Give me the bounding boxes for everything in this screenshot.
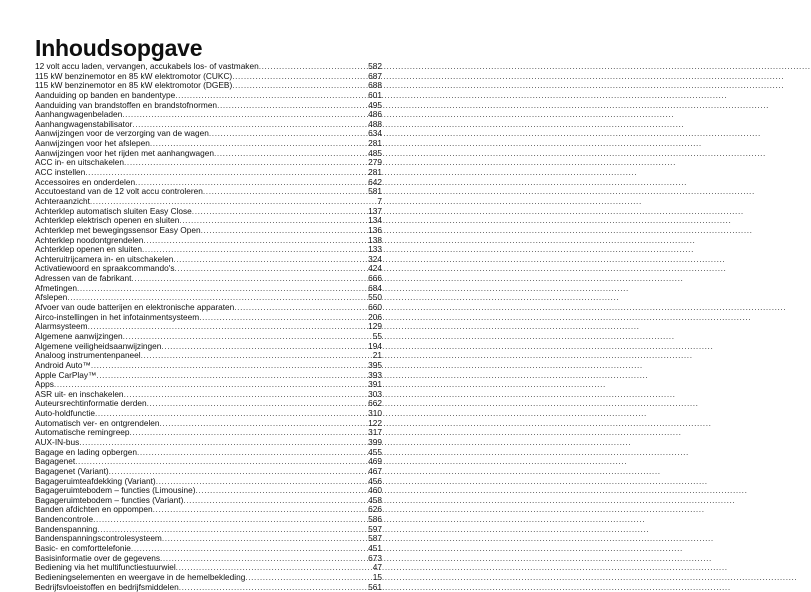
toc-page-number: 129 [368, 321, 382, 332]
toc-page-number: 21 [372, 350, 382, 361]
toc-page-number: 586 [368, 514, 382, 525]
toc-entry-title: Airco-instellingen in het infotainmentsysteem [35, 311, 200, 322]
toc-page-number: 206 [368, 311, 382, 322]
toc-entry-title: Aanwijzingen voor de verzorging van de wagen [35, 128, 209, 139]
toc-page-number: 485 [368, 147, 382, 158]
toc-entry-title: Auto-holdfunctie [35, 408, 95, 419]
toc-page-number: 281 [368, 167, 382, 178]
toc-entry-title: ASR uit- en inschakelen [35, 388, 124, 399]
toc-list [35, 62, 382, 592]
toc-page-number: 582 [368, 61, 382, 71]
toc-entry-title: Aanduiding van brandstoffen en brandstofnormen [35, 99, 218, 110]
toc-entry-title: Basic- en comforttelefonie [35, 543, 131, 554]
toc-entry-title: Alarmsysteem [35, 321, 88, 332]
toc-entry-title: Achterklep openen en sluiten [35, 244, 143, 255]
toc-page-number: 597 [368, 523, 382, 534]
toc-entry-title: Bandenspanningscontrolesysteem [35, 533, 162, 544]
toc-entry-title: Bagageruimtebodem – functies (Variant) [35, 494, 184, 505]
toc-page-number: 660 [368, 302, 382, 313]
toc-page-number: 458 [368, 494, 382, 505]
toc-page-number: 138 [368, 234, 382, 245]
toc-page-number: 488 [368, 118, 382, 129]
toc-entry-title: Aanhangwagenstabilisator [35, 118, 133, 129]
toc-entry-title: Adressen van de fabrikant [35, 273, 132, 284]
toc-page-number: 391 [368, 379, 382, 390]
toc-entry-title: Achterklep elektrisch openen en sluiten [35, 215, 180, 226]
toc-entry-title: Auteursrechtinformatie derden [35, 398, 147, 409]
toc-page-number: 281 [368, 138, 382, 149]
toc-entry-title: Android Auto™ [35, 359, 91, 370]
toc-page-number: 395 [368, 359, 382, 370]
toc-page-number: 662 [368, 398, 382, 409]
toc-page-number: 137 [368, 205, 382, 216]
toc-page-number: 194 [368, 340, 382, 351]
toc-entry-title: Afslepen [35, 292, 68, 303]
toc-entry-title: Afmetingen [35, 282, 77, 293]
dot-leader [179, 583, 367, 592]
toc-page-number: 47 [372, 562, 382, 573]
toc-entry-title: Automatisch ver- en ontgrendelen [35, 417, 160, 428]
toc-page-number: 303 [368, 388, 382, 399]
toc-entry-title: Accutoestand van de 12 volt accu controleren [35, 186, 203, 197]
toc-entry-title: Analoog instrumentenpaneel [35, 350, 141, 361]
toc-page-number: 279 [368, 157, 382, 168]
toc-page-number: 587 [368, 533, 382, 544]
toc-entry-title: ACC instellen [35, 167, 86, 178]
toc-entry-title: Achteruitrijcamera in- en uitschakelen [35, 253, 174, 264]
toc-entry-title: Algemene aanwijzingen [35, 330, 123, 341]
toc-entry-title: Banden afdichten en oppompen [35, 504, 153, 515]
toc-page-number: 133 [368, 244, 382, 255]
toc-entry-title: Afvoer van oude batterijen en elektronische apparaten [35, 302, 235, 313]
toc-page-number: 634 [368, 128, 382, 139]
toc-page-number: 486 [368, 109, 382, 120]
toc-page-number: 626 [368, 504, 382, 515]
toc-page-number: 495 [368, 99, 382, 110]
toc-page-number: 467 [368, 465, 382, 476]
toc-page-number: 456 [368, 475, 382, 486]
toc-entry-title: Aanduiding op banden en bandentype [35, 89, 176, 100]
toc-entry-title: Accessoires en onderdelen [35, 176, 136, 187]
toc-entry-title: Activatiewoord en spraakcommando's [35, 263, 175, 274]
toc-page-number: 550 [368, 292, 382, 303]
toc-entry-title: Automatische remingreep [35, 427, 130, 438]
toc-page-number: 317 [368, 427, 382, 438]
toc-entry-title: Aanhangwagenbeladen [35, 109, 123, 120]
toc-entry-title: 12 volt accu laden, vervangen, accukabels los- of vastmaken [35, 61, 259, 71]
toc-page-number: 460 [368, 485, 382, 496]
toc-page-number: 561 [368, 581, 382, 592]
toc-entry-title: Bagageruimteafdekking (Variant) [35, 475, 156, 486]
toc-entry-title: Apple CarPlay™ [35, 369, 97, 380]
toc-entry-title: Achteraanzicht [35, 195, 90, 206]
toc-page-number: 324 [368, 253, 382, 264]
toc-page-number: 684 [368, 282, 382, 293]
toc-entry-title: Basisinformatie over de gegevens [35, 552, 160, 563]
toc-entry-title: 115 kW benzinemotor en 85 kW elektromotor (CUKC) [35, 70, 233, 81]
toc-page-number: 688 [368, 80, 382, 91]
toc-page-number: 687 [368, 70, 382, 81]
toc-entry-title: Bagagenet (Variant) [35, 465, 109, 476]
toc-entry-title: Bedieningselementen en weergave in de hemelbekleding [35, 571, 246, 582]
toc-page-number: 581 [368, 186, 382, 197]
toc-entry-title: Achterklep automatisch sluiten Easy Close [35, 205, 192, 216]
toc-page-number: 601 [368, 89, 382, 100]
toc-entry-title: Bagage en lading opbergen [35, 446, 137, 457]
toc-page-number: 399 [368, 436, 382, 447]
toc-entry-title: Bandencontrole [35, 514, 94, 525]
toc-entry-title: Bagagenet [35, 456, 76, 467]
toc-page-number: 136 [368, 224, 382, 235]
toc-entry-title: Bandenspanning [35, 523, 98, 534]
toc-entry-title: Achterklep met bewegingssensor Easy Open [35, 224, 201, 235]
toc-entry[interactable] [35, 583, 382, 592]
toc-page-number: 455 [368, 446, 382, 457]
toc-page-number: 393 [368, 369, 382, 380]
toc-page-number: 642 [368, 176, 382, 187]
toc-page-number: 15 [372, 571, 382, 582]
toc-entry-title: Algemene veiligheidsaanwijzingen [35, 340, 162, 351]
toc-entry-title: Bediening via het multifunctiestuurwiel [35, 562, 176, 573]
toc-entry-title: 115 kW benzinemotor en 85 kW elektromotor (DGEB) [35, 80, 233, 91]
toc-page-number: 55 [372, 330, 382, 341]
toc-entry-title: AUX-IN-bus [35, 436, 80, 447]
toc-page-number: 310 [368, 408, 382, 419]
toc-page-number: 673 [368, 552, 382, 563]
toc-page-number: 7 [377, 195, 382, 206]
toc-page-number: 666 [368, 273, 382, 284]
toc-page-number: 122 [368, 417, 382, 428]
toc-page-number: 469 [368, 456, 382, 467]
toc-page-number: 451 [368, 543, 382, 554]
toc-entry-title: Aanwijzingen voor het rijden met aanhangwagen [35, 147, 214, 158]
toc-page-number: 134 [368, 215, 382, 226]
toc-entry-title: Bedrijfsvloeistoffen en bedrijfsmiddelen [35, 581, 179, 592]
toc-entry-title: Apps [35, 379, 54, 390]
toc-entry-title: Aanwijzingen voor het afslepen [35, 138, 150, 149]
toc-entry-title: Bagageruimtebodem – functies (Limousine) [35, 485, 196, 496]
toc-entry-title: ACC in- en uitschakelen [35, 157, 125, 168]
page-title: Inhoudsopgave [35, 35, 203, 61]
toc-entry-title: Achterklep noodontgrendelen [35, 234, 144, 245]
toc-page-number: 424 [368, 263, 382, 274]
